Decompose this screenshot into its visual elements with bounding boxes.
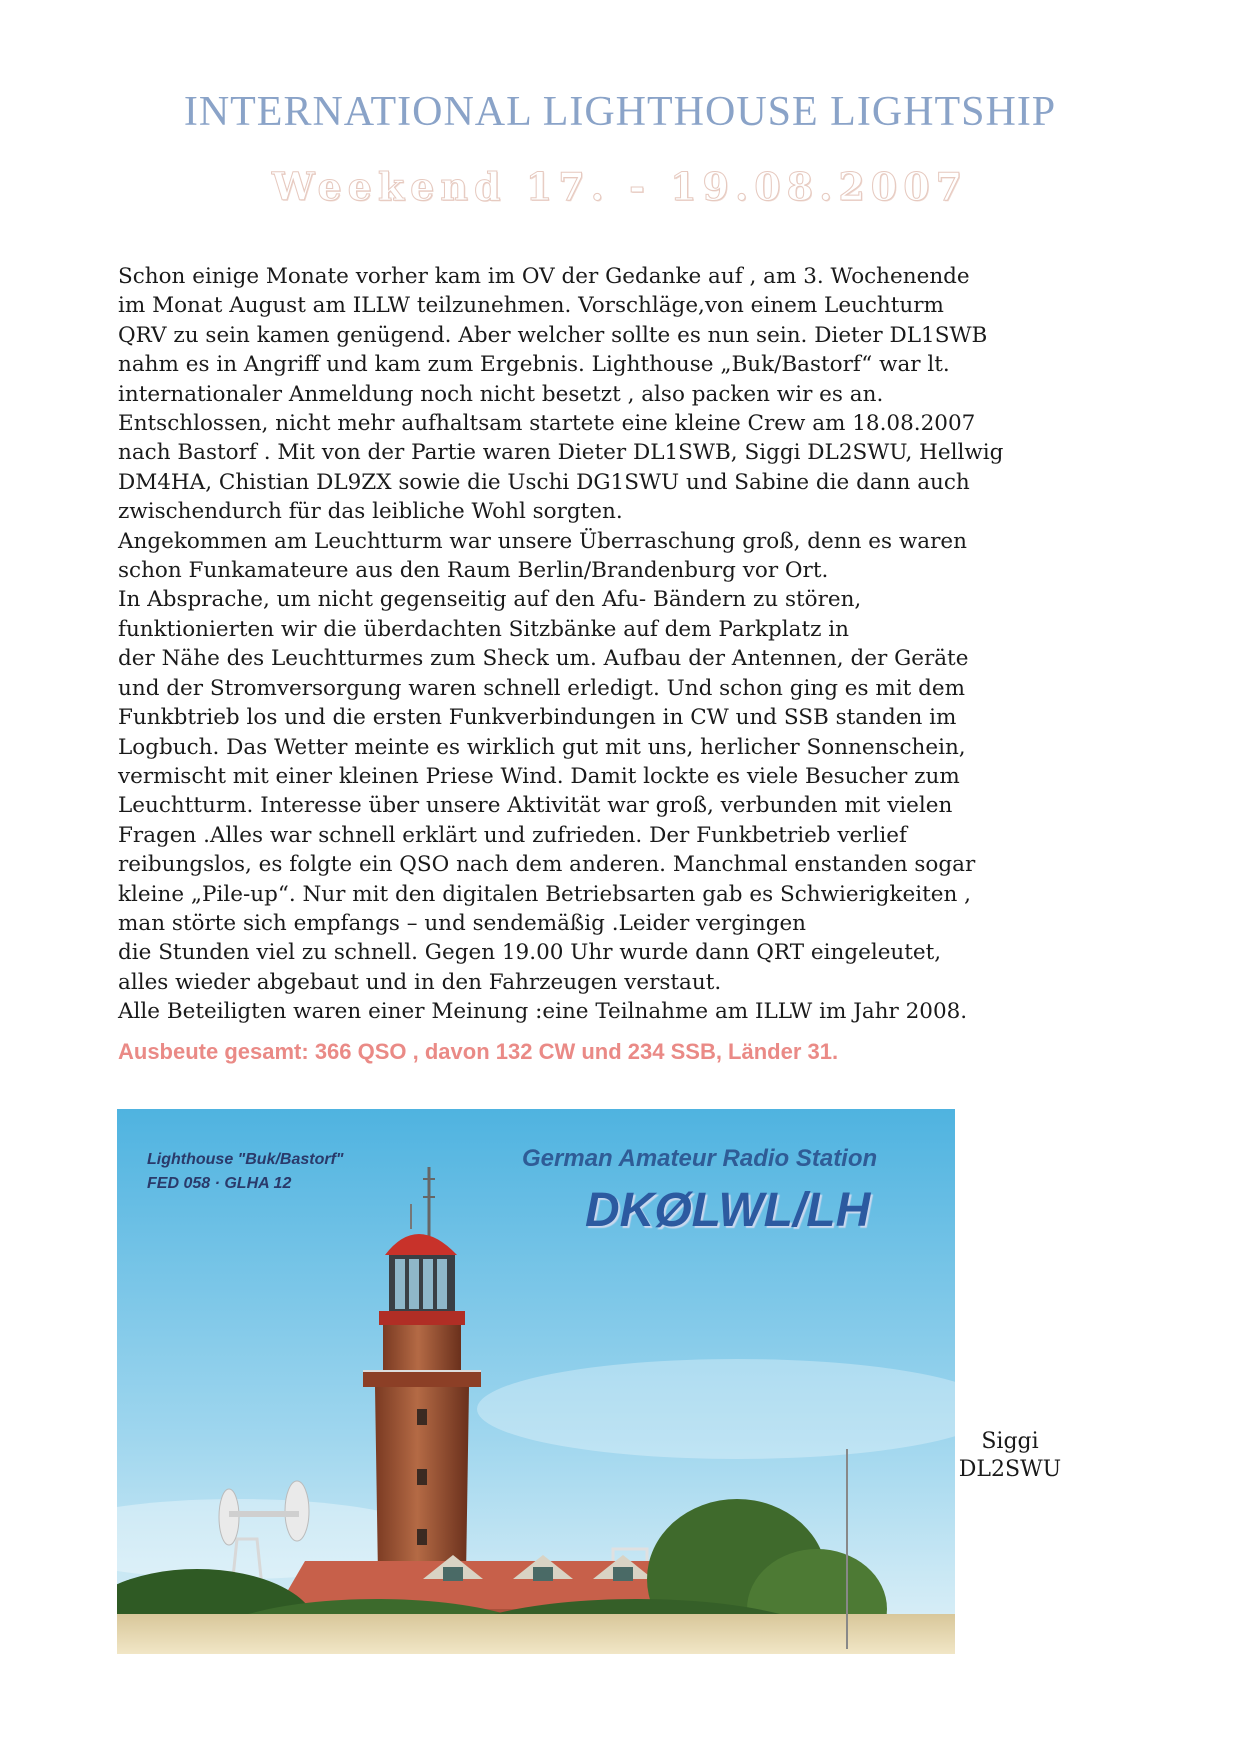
qso-summary: Ausbeute gesamt: 366 QSO , davon 132 CW und 234 SSB, Länder 31. bbox=[118, 1039, 839, 1064]
article-line: DM4HA, Chistian DL9ZX sowie die Uschi DG1SWU und Sabine die dann auch bbox=[118, 469, 970, 495]
article-line: alles wieder abgebaut und in den Fahrzeugen verstaut. bbox=[118, 969, 722, 995]
article-line: man störte sich empfangs – und sendemäßig .Leider vergingen bbox=[118, 910, 807, 936]
article-line: Funkbtrieb los und die ersten Funkverbindungen in CW und SSB standen im bbox=[118, 705, 957, 731]
qsl-card bbox=[117, 1109, 955, 1654]
signature-callsign: DL2SWU bbox=[958, 1457, 1062, 1482]
article-line: nach Bastorf . Mit von der Partie waren Dieter DL1SWB, Siggi DL2SWU, Hellwig bbox=[118, 440, 1004, 466]
article-line: In Absprache, um nicht gegenseitig auf den Afu- Bändern zu stören, bbox=[118, 587, 862, 613]
lighthouse-name: Lighthouse "Buk/Bastorf" bbox=[147, 1151, 344, 1168]
page-title: INTERNATIONAL LIGHTHOUSE LIGHTSHIP bbox=[183, 89, 1057, 135]
article-line: kleine „Pile-up“. Nur mit den digitalen Betriebsarten gab es Schwierigkeiten , bbox=[118, 881, 972, 907]
article-line: vermischt mit einer kleinen Priese Wind. Damit lockte es viele Besucher zum bbox=[118, 763, 960, 789]
article-line: Fragen .Alles war schnell erklärt und zufrieden. Der Funkbetrieb verlief bbox=[118, 822, 907, 848]
station-callsign: DKØLWL/LH bbox=[585, 1184, 871, 1237]
article-line: Entschlossen, nicht mehr aufhaltsam startete eine kleine Crew am 18.08.2007 bbox=[118, 411, 976, 437]
article-body bbox=[118, 262, 1128, 1027]
article-line: nahm es in Angriff und kam zum Ergebnis. Lighthouse „Buk/Bastorf“ war lt. bbox=[118, 352, 950, 378]
page-subtitle: Weekend 17. - 19.08.2007 bbox=[271, 164, 969, 209]
article-line: Logbuch. Das Wetter meinte es wirklich gut mit uns, herlicher Sonnenschein, bbox=[118, 734, 966, 760]
article-line: schon Funkamateure aus den Raum Berlin/Brandenburg vor Ort. bbox=[118, 558, 829, 584]
article-line: im Monat August am ILLW teilzunehmen. Vorschläge,von einem Leuchturm bbox=[118, 293, 944, 319]
article-line: internationaler Anmeldung noch nicht besetzt , also packen wir es an. bbox=[118, 381, 884, 407]
lighthouse-reference: FED 058 · GLHA 12 bbox=[147, 1175, 292, 1192]
article-line: die Stunden viel zu schnell. Gegen 19.00 Uhr wurde dann QRT eingeleutet, bbox=[118, 940, 942, 966]
article-line: Alle Beteiligten waren einer Meinung :eine Teilnahme am ILLW im Jahr 2008. bbox=[118, 999, 968, 1025]
article-line: funktionierten wir die überdachten Sitzbänke auf dem Parkplatz in bbox=[118, 616, 849, 642]
article-line: Leuchtturm. Interesse über unsere Aktivität war groß, verbunden mit vielen bbox=[118, 793, 953, 819]
article-line: Angekommen am Leuchtturm war unsere Überraschung groß, denn es waren bbox=[118, 528, 967, 554]
signature bbox=[950, 1428, 1070, 1484]
article-line: Schon einige Monate vorher kam im OV der Gedanke auf , am 3. Wochenende bbox=[118, 264, 970, 289]
article-line: der Nähe des Leuchtturmes zum Sheck um. Aufbau der Antennen, der Geräte bbox=[118, 646, 969, 672]
signature-name: Siggi bbox=[981, 1429, 1039, 1454]
station-label: German Amateur Radio Station bbox=[522, 1145, 878, 1172]
article-line: QRV zu sein kamen genügend. Aber welcher sollte es nun sein. Dieter DL1SWB bbox=[118, 322, 988, 348]
article-line: zwischendurch für das leibliche Wohl sorgten. bbox=[118, 499, 623, 525]
article-line: reibungslos, es folgte ein QSO nach dem anderen. Manchmal enstanden sogar bbox=[118, 852, 976, 878]
article-line: und der Stromversorgung waren schnell erledigt. Und schon ging es mit dem bbox=[118, 675, 966, 701]
